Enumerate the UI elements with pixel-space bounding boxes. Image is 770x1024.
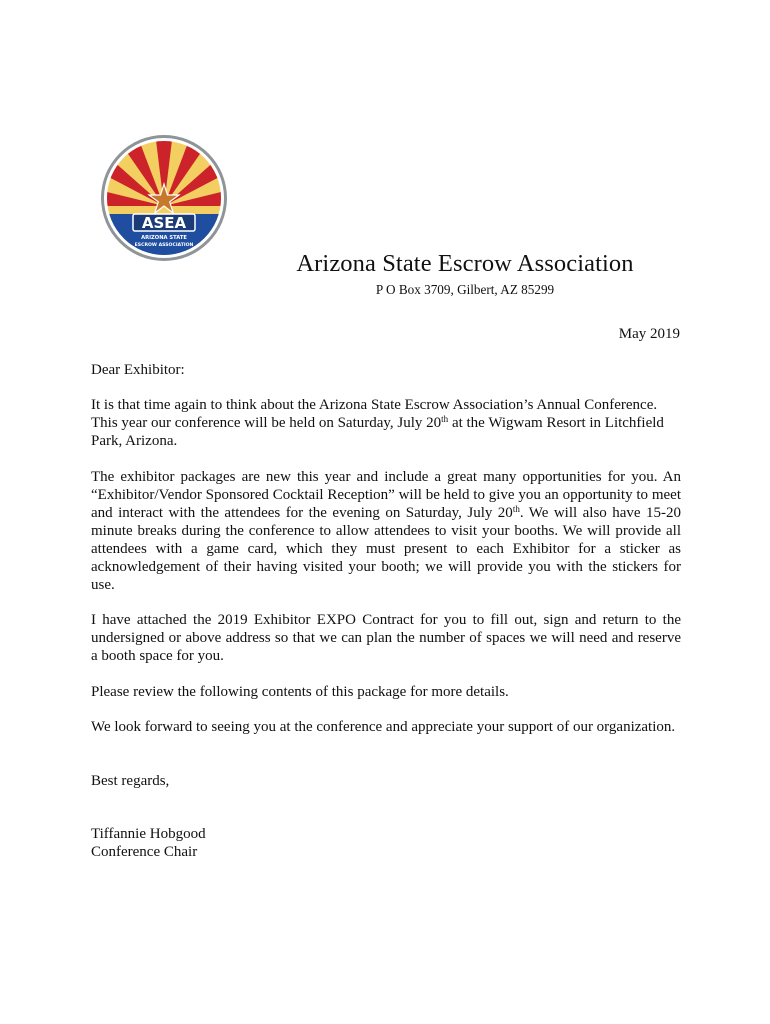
signer-title: Conference Chair <box>91 844 198 860</box>
organization-address: P O Box 3709, Gilbert, AZ 85299 <box>375 282 555 297</box>
signer-name: Tiffannie Hobgood <box>91 826 206 842</box>
paragraph-3: I have attached the 2019 Exhibitor EXPO Contract for you to fill out, sign and return to the undersigned or above address so that we can plan the number of spaces we will need and reserve a booth space for you. <box>91 612 681 664</box>
paragraph-5: We look forward to seeing you at the conference and appreciate your support of our organization. <box>91 719 676 735</box>
paragraph-2: The exhibitor packages are new this year and include a great many opportunities for you. An “Exhibitor/Vendor Sponsored Cocktail Reception” will be held to give you an opportunity to meet and interact with the attendees for the evening on Saturday, July 20th. We will also have 15-20 minute breaks during the conference to allow attendees to visit your booths. We will provide all attendees with a game card, which they must present to each Exhibitor for a sticker as acknowledgement of their having visited your booth; we will provide you with the stickers for use. <box>91 469 681 593</box>
logo-line1: ARIZONA STATE <box>141 235 187 241</box>
logo-line2: ESCROW ASSOCIATION <box>134 243 194 248</box>
logo-acronym: ASEA <box>141 214 187 232</box>
asea-logo-icon <box>100 134 228 262</box>
closing: Best regards, <box>91 773 170 789</box>
letter-date: May 2019 <box>618 326 680 342</box>
paragraph-1: It is that time again to think about the Arizona State Escrow Association’s Annual Conference. This year our conference will be held on Saturday, July 20th at the Wigwam Resort in Litchfield Park, Arizona. <box>91 397 664 449</box>
paragraph-4: Please review the following contents of this package for more details. <box>91 684 509 700</box>
salutation: Dear Exhibitor: <box>91 362 185 378</box>
organization-name: Arizona State Escrow Association <box>296 250 634 277</box>
